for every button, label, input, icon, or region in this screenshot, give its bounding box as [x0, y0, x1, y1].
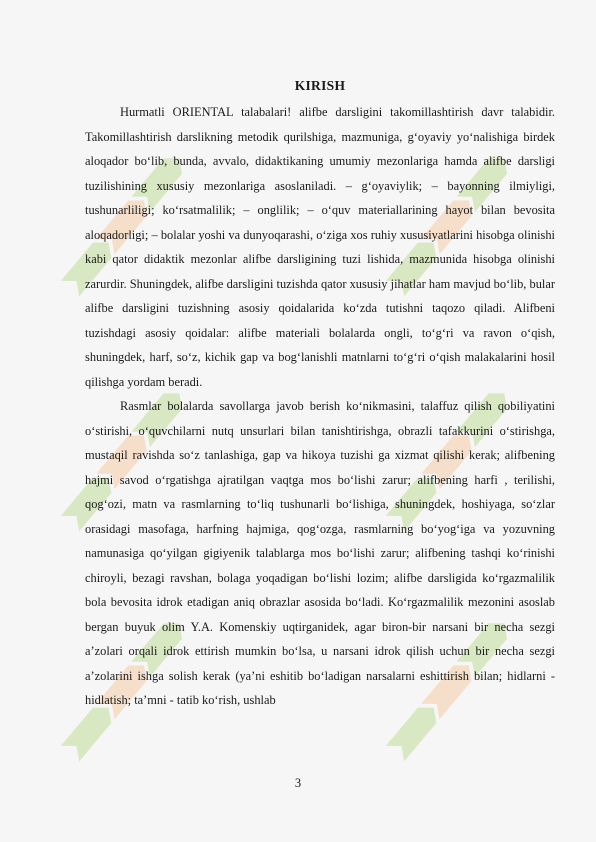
document-body: [85, 78, 555, 713]
page-title: KIRISH: [294, 78, 346, 93]
paragraph: Hurmatli ORIENTAL talabalari! alifbe darsligini takomillashtirish davr talabidir. Takomillashtirish darslikning metodik qurilshiga, mazmuniga, g‘oyaviy yo‘nalishiga birdek aloqador bo‘lib, bunda, avvalo, didaktikaning umumiy mezonlariga hamda alifbe darsligi tuzilishining xususiy mezonlariga asoslaniladi. – g‘oyaviylik; – bayonning ilmiyligi, tushunarliligi; ko‘rsatmalilik; – onglilik; – o‘quv materiallarining hayot bilan bevosita aloqadorligi; – bolalar yoshi va dunyoqarashi, o‘ziga xos ruhiy xususiyatlarini hisobga olinishi kabi qator didaktik mezonlar alifbe darsligining tuzi lishida, mazmunida hisobga olinishi zarurdir. Shuningdek, alifbe darsligini tuzishda qator xususiy jihatlar ham mavjud bo‘lib, bular alifbe darsligini tuzishning asosiy qoidalarida ko‘zda tutishni taqozo qiladi. Alifbeni tuzishdagi asosiy qoidalar: alifbe materiali bolalarda ongli, to‘g‘ri va ravon o‘qish, shuningdek, harf, so‘z, kichik gap va bog‘lanishli matnlarni to‘g‘ri o‘qish malakalarini hosil qilishga yordam beradi.: [85, 105, 555, 389]
paragraph: Rasmlar bolalarda savollarga javob berish ko‘nikmasini, talaffuz qilish qobiliyatini o‘stirishi, o‘quvchilarni nutq unsurlari bilan tanishtirishga, obrazli tafakkurini o‘stirishga, mustaqil ravishda so‘z tanlashiga, gap va hikoya tuzishi ga xizmat qilishi kerak; alifbening hajmi savod o‘rgatishga ajratilgan vaqtga mos bo‘lishi zarur; alifbening harfi , terilishi, qog‘ozi, matn va rasmlarning to‘liq tushunarli bo‘lishiga, shuningdek, hoshiyaga, so‘zlar orasidagi masofaga, harfning hajmiga, qog‘ozga, rasmlarning bo‘yog‘iga va yozuvning namunasiga qo‘yilgan gigiyenik talablarga mos bo‘lishi zarur; alifbening tashqi ko‘rinishi chiroyli, bezagi ravshan, bolaga yoqadigan bo‘lishi lozim; alifbe darsligida ko‘rgazmalilik bola bevosita idrok etadigan aniq obrazlar asosida bo‘ladi. Ko‘rgazmalilik mezonini asoslab bergan buyuk olim Y.A. Komenskiy uqtirganidek, agar biron-bir narsani bir necha sezgi a’zolari orqali idrok ettirish mumkin bo‘lsa, u narsani idrok qilish uchun bir necha sezgi a’zolarini ishga solish kerak (ya’ni eshitib bo‘ladigan narsalarni eshittirish bilan; hidlarni - hidlatish; ta’mni - tatib ko‘rish, ushlab: [85, 399, 555, 707]
page-number: 3: [294, 776, 302, 790]
